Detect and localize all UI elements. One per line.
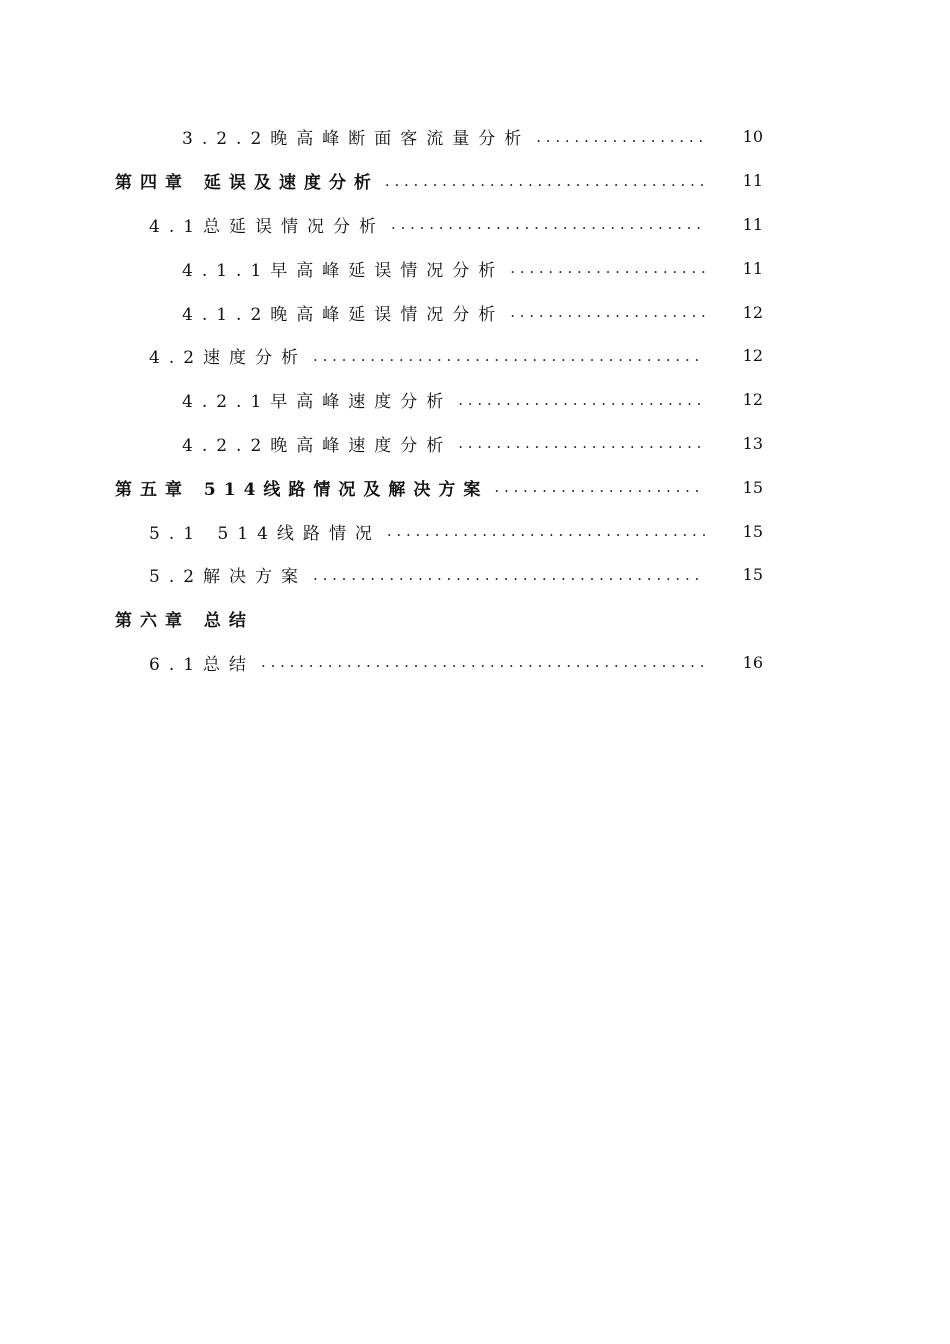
toc-entry-title: 5.1 514线路情况 — [149, 523, 381, 544]
toc-entry-title: 4.1总延误情况分析 — [149, 216, 386, 237]
toc-chapter-entry[interactable] — [0, 465, 950, 509]
toc-entry-title: 4.2速度分析 — [149, 348, 308, 369]
toc-entry[interactable] — [0, 115, 950, 159]
toc-entry[interactable] — [0, 334, 950, 378]
toc-entry-title: 第五章 514线路情况及解决方案 — [115, 479, 489, 500]
toc-entry[interactable] — [0, 290, 950, 334]
toc-entry-title: 4.2.1早高峰速度分析 — [182, 392, 453, 413]
dot-leader — [494, 478, 705, 496]
toc-entry[interactable] — [0, 203, 950, 247]
dot-leader — [261, 653, 705, 671]
toc-entry[interactable] — [0, 641, 950, 685]
toc-entry[interactable] — [0, 553, 950, 597]
toc-page-number: 11 — [742, 258, 763, 278]
toc-entry-title: 5.2解决方案 — [149, 567, 308, 588]
toc-page-number: 15 — [742, 521, 763, 541]
toc-page-number: 12 — [742, 346, 763, 366]
table-of-contents — [0, 115, 950, 684]
toc-entry-title: 3.2.2晚高峰断面客流量分析 — [182, 129, 531, 150]
toc-chapter-entry[interactable] — [0, 597, 950, 641]
toc-entry[interactable] — [0, 378, 950, 422]
toc-page-number: 16 — [742, 652, 763, 672]
dot-leader — [391, 215, 705, 233]
dot-leader — [313, 566, 705, 584]
toc-page-number: 12 — [742, 390, 763, 410]
toc-entry-title: 第四章 延误及速度分析 — [115, 173, 379, 194]
toc-entry-title: 第六章 总结 — [115, 611, 254, 632]
toc-page-number: 11 — [742, 171, 763, 191]
toc-entry-title: 6.1总结 — [149, 654, 256, 675]
toc-page-number: 15 — [742, 565, 763, 585]
toc-entry[interactable] — [0, 246, 950, 290]
toc-chapter-entry[interactable] — [0, 159, 950, 203]
dot-leader — [387, 522, 705, 540]
dot-leader — [510, 259, 705, 277]
dot-leader — [458, 434, 705, 452]
dot-leader — [385, 172, 705, 190]
dot-leader — [458, 391, 705, 409]
toc-page-number: 11 — [742, 214, 763, 234]
toc-entry-title: 4.2.2晚高峰速度分析 — [182, 435, 453, 456]
toc-page-number: 10 — [742, 127, 763, 147]
dot-leader — [510, 303, 705, 321]
toc-entry-title: 4.1.2晚高峰延误情况分析 — [182, 304, 505, 325]
toc-page-number: 12 — [742, 302, 763, 322]
toc-entry[interactable] — [0, 509, 950, 553]
dot-leader — [313, 347, 705, 365]
toc-entry[interactable] — [0, 422, 950, 466]
dot-leader — [536, 128, 705, 146]
toc-entry-title: 4.1.1早高峰延误情况分析 — [182, 260, 505, 281]
toc-page-number: 13 — [742, 433, 763, 453]
toc-page-number: 15 — [742, 477, 763, 497]
